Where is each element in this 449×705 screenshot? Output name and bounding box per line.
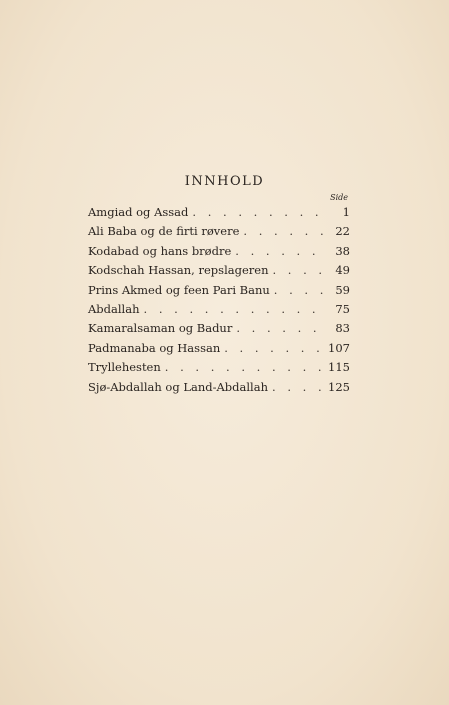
toc-entry [88,205,350,224]
toc-entry [88,244,350,263]
dot-leader [224,341,324,355]
page-column-label: Side [330,193,348,202]
toc-entry [88,341,350,360]
toc-entry-title: Kodabad og hans brødre [88,243,232,258]
toc-entry-title: Tryllehesten [88,360,161,375]
toc-entry-title: Padmanaba og Hassan [88,340,221,355]
toc-entry-title: Abdallah [88,301,140,316]
dot-leader [192,205,324,219]
dot-leader [272,380,324,394]
toc-entry [88,224,350,243]
toc-entry-page: 75 [335,301,350,316]
toc-entry-page: 83 [335,321,350,336]
toc-entry-page: 49 [335,263,350,278]
toc-entry-title: Kamaralsaman og Badur [88,321,233,336]
toc-entry [88,302,350,321]
toc-entry-title: Ali Baba og de firti røvere [88,224,240,239]
toc-entry [88,263,350,282]
dot-leader [236,321,324,335]
table-of-contents [88,205,350,399]
toc-entry-title: Kodschah Hassan, repslageren [88,263,269,278]
toc-entry-page: 38 [335,243,350,258]
toc-entry-page: 59 [335,282,350,297]
toc-entry-title: Prins Akmed og feen Pari Banu [88,282,270,297]
toc-entry [88,321,350,340]
toc-entry-page: 22 [335,224,350,239]
toc-entry [88,360,350,379]
dot-leader [243,224,324,238]
dot-leader [235,244,324,258]
dot-leader [272,263,324,277]
toc-entry-page: 1 [342,205,350,219]
toc-entry-page: 125 [328,379,350,394]
toc-entry [88,380,350,399]
toc-entry-page: 107 [328,340,350,355]
toc-entry [88,283,350,302]
toc-entry-title: Amgiad og Assad [88,205,189,219]
dot-leader [274,283,324,297]
toc-entry-title: Sjø-Abdallah og Land-Abdallah [88,379,269,394]
dot-leader [165,360,324,374]
contents-heading: INNHOLD [184,174,265,189]
toc-entry-page: 115 [328,360,350,375]
dot-leader [144,302,324,316]
